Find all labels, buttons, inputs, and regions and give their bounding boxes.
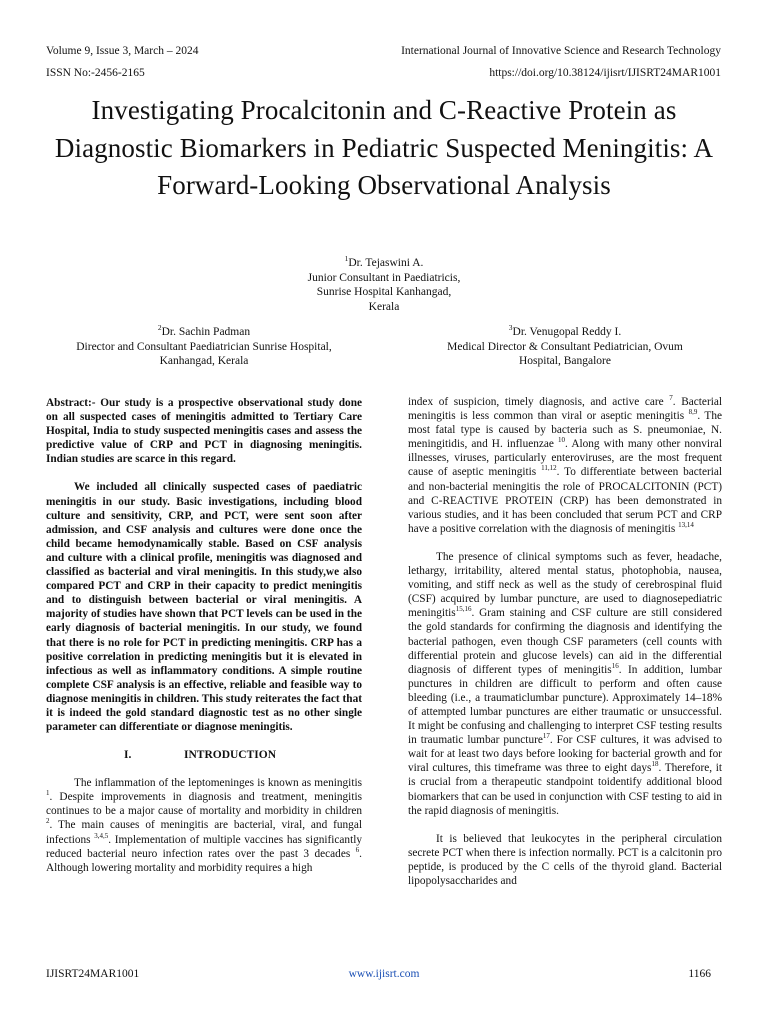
author-2-name-line <box>46 325 362 340</box>
citation: 8,9 <box>688 408 698 417</box>
author-2-affil-line-1: Director and Consultant Paediatrician Sunrise Hospital, <box>76 340 332 353</box>
abstract-paragraph-1: Abstract:- Our study is a prospective observational study done on all suspected cases of meningitis admitted to Tertiary Care Hospital, India to study suspected meningitis cases and assess the predictive value of CRP and PCT in diagnosing meningitis. Indian studies are scarce in this regard. <box>46 397 362 466</box>
volume-issue: Volume 9, Issue 3, March – 2024 <box>46 45 199 57</box>
author-2-name: Dr. Sachin Padman <box>161 326 251 338</box>
footer-paper-id: IJISRT24MAR1001 <box>46 968 140 980</box>
author-1-role: Junior Consultant in Paediatricis, <box>307 271 461 284</box>
author-1-place: Kerala <box>368 300 400 313</box>
author-2 <box>46 325 362 369</box>
citation: 6 <box>355 845 360 854</box>
citation: 11,12 <box>541 464 557 473</box>
author-1-name: Dr. Tejaswini A. <box>348 257 424 269</box>
citation: 17 <box>542 732 550 741</box>
author-3 <box>408 325 722 369</box>
author-2-affil-line-2: Kanhangad, Kerala <box>159 355 249 367</box>
abstract-paragraph-2: We included all clinically suspected cases of paediatric meningitis in our study. Basic investigations, including blood culture and sensitivity, CRP, and PCT, were sent soon after admission, and CSF analysis and cultures were done once the child became hemodynamically stable. Based on CSF analysis and culture with a clinical profile, meningitis was diagnosed and classified as bacterial and viral meningitis. In this study,we also compared PCT and CRP in their capacity to predict meningitis and to distinguish between bacterial or viral meningitis. A majority of studies have shown that PCT levels can be used in the early diagnosis of bacterial meningitis. In our study, we found that there is no role for PCT in predicting meningitis. CRP has a positive correlation in predicting meningitis but it is elevated in infectious as well as inflammatory conditions. A simple routine complete CSF analysis is an effective, reliable and feasible way to diagnose meningitis in children. This study reiterates the fact that it is indeed the gold standard diagnostic test as no other single parameter can differentiate or diagnose meningitis. <box>46 481 362 734</box>
citation: 7 <box>669 394 673 403</box>
introduction-paragraph-2: The presence of clinical symptoms such as fever, headache, lethargy, irritability, altered mental status, photophobia, nausea, vomiting, and stiff neck as well as the study of cerebrospinal fluid (CSF) acquired by lumbar puncture, are used to diagnosepediatric meningitis$^{15,16}$. Gram staining and CSF culture are still considered the gold standards for confirming the diagnosis and identifying the bacterial pathogen, even though CSF parameters (cell counts with differential protein and glucose levels) can aid in the differential diagnosis of different types of meningitis$^{16}$. In addition, lumbar punctures in children are difficult to perform and often cause bleeding (i.e., a traumaticlumbar puncture). Approximately 14–18% of attempted lumbar punctures are either traumatic or unsuccessful. It might be confusing and challenging to interpret CSF testing results in traumatic lumbar puncture$^{17}$. For CSF cultures, it was advised to wait for at least two days before looking for bacterial growth and for viral cultures, this timeframe was three to eight days$^{18}$. Therefore, it is crucial from a therapeutic standpoint toidentify additional blood biomarkers that can be used in conjunction with CSF testing to aid in the rapid diagnosis of meningitis. <box>408 550 722 817</box>
journal-name: International Journal of Innovative Science and Research Technology <box>401 45 721 57</box>
author-3-affil-line-1: Medical Director & Consultant Pediatrician, Ovum <box>447 340 683 353</box>
author-1-org: Sunrise Hospital Kanhangad, <box>316 286 452 298</box>
citation: 10 <box>558 436 566 445</box>
left-column <box>46 396 362 875</box>
author-1-affil-mark: 1 <box>344 254 349 264</box>
doi-link[interactable]: https://doi.org/10.38124/ijisrt/IJISRT24MAR1001 <box>489 67 721 79</box>
paper-title: Investigating Procalcitonin and C-Reactive Protein as Diagnostic Biomarkers in Pediatric Suspected Meningitis: A Forward-Looking Observational Analysis <box>54 95 714 200</box>
introduction-paragraph-1-continued: index of suspicion, timely diagnosis, and active care $^7$. Bacterial meningitis is less common than viral or aseptic meningitis $^{8,9}$. The most fatal type is caused by bacteria such as S. pneumoniae, N. meningitidis, and H. influenzae $^{10}$. Along with many other nonviral illnesses, viruses, particularly enteroviruses, are the most frequent cause of aseptic meningitis $^{11,12}$. To differentiate between bacterial and non-bacterial meningitis the role of PROCALCITONIN (PCT) and C-REACTIVE PROTEIN (CRP) has been demonstrated in various studies, and it has been concluded that serum PCT and CRP have a positive correlation with the diagnosis of meningitis $^{13,14}$ <box>408 394 723 535</box>
introduction-paragraph-3: It is believed that leukocytes in the peripheral circulation secrete PCT when there is infection normally. PCT is a calcitonin pro peptide, is produced by the C cells of the thyroid gland. Bacterial lipopolysaccharides and <box>408 832 722 887</box>
citation: 18 <box>651 760 659 769</box>
author-1-name-line <box>234 256 534 271</box>
issn: ISSN No:-2456-2165 <box>46 67 145 79</box>
author-3-affil-mark: 3 <box>508 323 513 333</box>
author-3-name: Dr. Venugopal Reddy I. <box>512 326 622 338</box>
author-1 <box>234 256 534 314</box>
section-title: INTRODUCTION <box>184 749 277 762</box>
author-3-name-line <box>408 325 722 340</box>
author-3-affil-line-2: Hospital, Bangalore <box>519 355 611 367</box>
introduction-paragraph-1: The inflammation of the leptomeninges is known as meningitis $^1$. Despite improvements in diagnosis and treatment, meningitis continues to be a major cause of mortality and morbidity in children $^2$. The main causes of meningitis are bacterial, viral, and fungal infections $^{3,4,5}$. Implementation of multiple vaccines has significantly reduced bacterial neuro infection rates over the past 3 decades $^6$. Although lowering mortality and morbidity requires a high <box>46 777 363 874</box>
section-heading-introduction <box>46 748 362 762</box>
citation: 16 <box>611 661 619 670</box>
citation: 3,4,5 <box>94 831 109 840</box>
footer-website-link[interactable]: www.ijisrt.com <box>348 968 420 980</box>
citation: 2 <box>46 817 50 826</box>
citation: 15,16 <box>455 605 472 614</box>
author-2-affil-mark: 2 <box>157 323 162 333</box>
section-number: I. <box>124 749 132 762</box>
footer-page-number: 1166 <box>688 968 711 980</box>
citation: 13,14 <box>678 521 694 530</box>
citation: 1 <box>46 789 50 798</box>
right-column <box>408 395 722 888</box>
